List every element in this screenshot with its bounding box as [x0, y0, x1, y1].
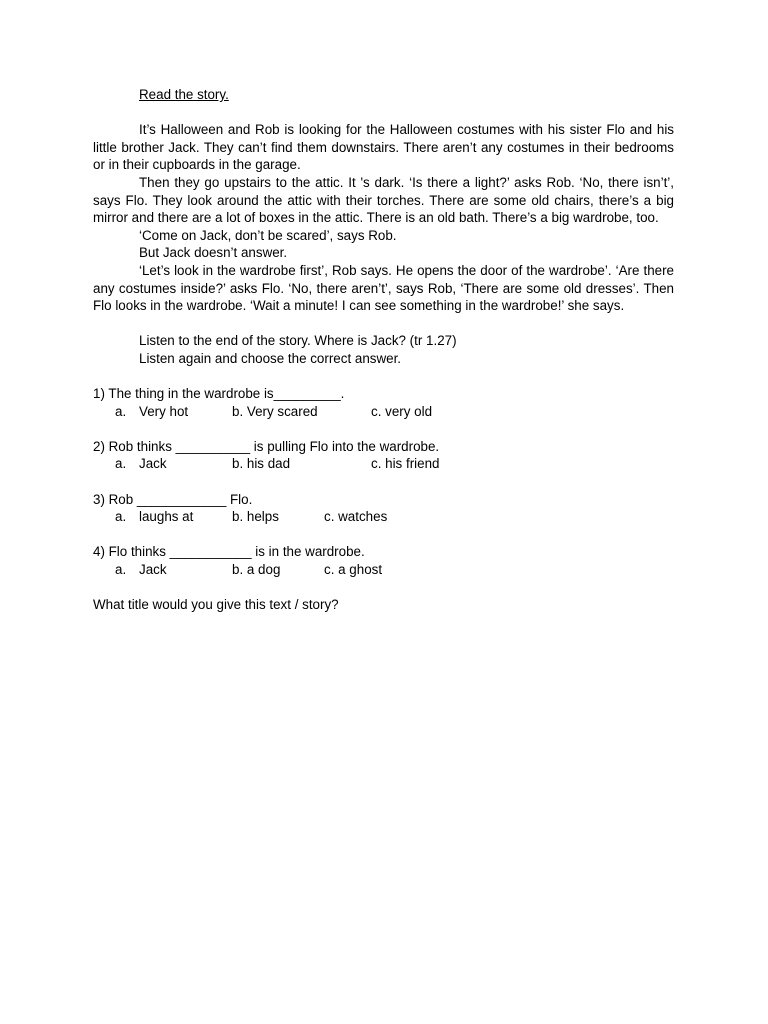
story-paragraph-1: It’s Halloween and Rob is looking for the Halloween costumes with his sister Flo and his little brother Jack. They can’t find them downstairs. There aren’t any costumes in their bedrooms or in their cupboards in the garage. [93, 122, 674, 173]
listening-instruction-2: Listen again and choose the correct answer. [139, 350, 402, 366]
option-c[interactable]: c. watches [324, 509, 388, 525]
option-c[interactable]: c. his friend [371, 456, 440, 472]
option-letter: a. [115, 562, 127, 578]
spacer [93, 104, 674, 122]
spacer [93, 579, 674, 597]
option-letter: a. [115, 403, 127, 419]
option-a[interactable] [115, 561, 167, 579]
story-paragraph-3: ‘Come on Jack, don’t be scared’, says Rob. [139, 227, 397, 243]
question-text: 2) Rob thinks __________ is pulling Flo into the wardrobe. [93, 438, 440, 454]
listening-instruction-1: Listen to the end of the story. Where is Jack? (tr 1.27) [139, 333, 457, 349]
option-text: Jack [139, 456, 167, 472]
answer-options [93, 561, 674, 579]
spacer [93, 420, 674, 438]
option-a[interactable] [115, 455, 167, 473]
story-paragraph-2: Then they go upstairs to the attic. It 's dark. ‘Is there a light?’ asks Rob. ‘No, there isn’t’, says Flo. They look around the attic with their torches. There are some old chairs, there’s a big mirror and there are a lot of boxes in the attic. There is an old bath. There’s a big wardrobe, too. [93, 174, 674, 226]
story-paragraph-4: But Jack doesn’t answer. [139, 245, 288, 261]
answer-options [93, 403, 674, 421]
worksheet-page [93, 86, 674, 614]
read-heading: Read the story. [139, 87, 229, 102]
option-text: Very hot [139, 403, 189, 419]
question-text: 3) Rob ____________ Flo. [93, 491, 253, 507]
option-b[interactable]: b. Very scared [232, 403, 318, 419]
question-text: 4) Flo thinks ___________ is in the wardrobe. [93, 544, 365, 560]
option-b[interactable]: b. his dad [232, 456, 291, 472]
option-c[interactable]: c. very old [371, 403, 433, 419]
answer-options [93, 508, 674, 526]
closing-question: What title would you give this text / story? [93, 597, 339, 613]
option-letter: a. [115, 456, 127, 472]
option-a[interactable] [115, 508, 193, 526]
spacer [93, 315, 674, 333]
option-b[interactable]: b. helps [232, 509, 279, 525]
spacer [93, 526, 674, 544]
question-block-3 [93, 491, 674, 526]
spacer [93, 368, 674, 386]
spacer [93, 473, 674, 491]
answer-options [93, 455, 674, 473]
option-a[interactable] [115, 403, 188, 421]
question-text: 1) The thing in the wardrobe is_________. [93, 386, 345, 402]
option-text: laughs at [139, 509, 194, 525]
story-paragraph-5: ‘Let’s look in the wardrobe first’, Rob says. He opens the door of the wardrobe’. ‘Are there any costumes inside?’ asks Flo. ‘No, there aren’t’, says Rob, ‘There are some old dresses’. Then Flo looks in the wardrobe. ‘Wait a minute! I can see something in the wardrobe!’ she says. [93, 262, 674, 314]
question-block-2 [93, 438, 674, 473]
read-instruction [93, 86, 674, 104]
option-b[interactable]: b. a dog [232, 562, 281, 578]
option-c[interactable]: c. a ghost [324, 562, 383, 578]
question-block-4 [93, 543, 674, 578]
option-text: Jack [139, 562, 167, 578]
question-block-1 [93, 385, 674, 420]
option-letter: a. [115, 509, 127, 525]
